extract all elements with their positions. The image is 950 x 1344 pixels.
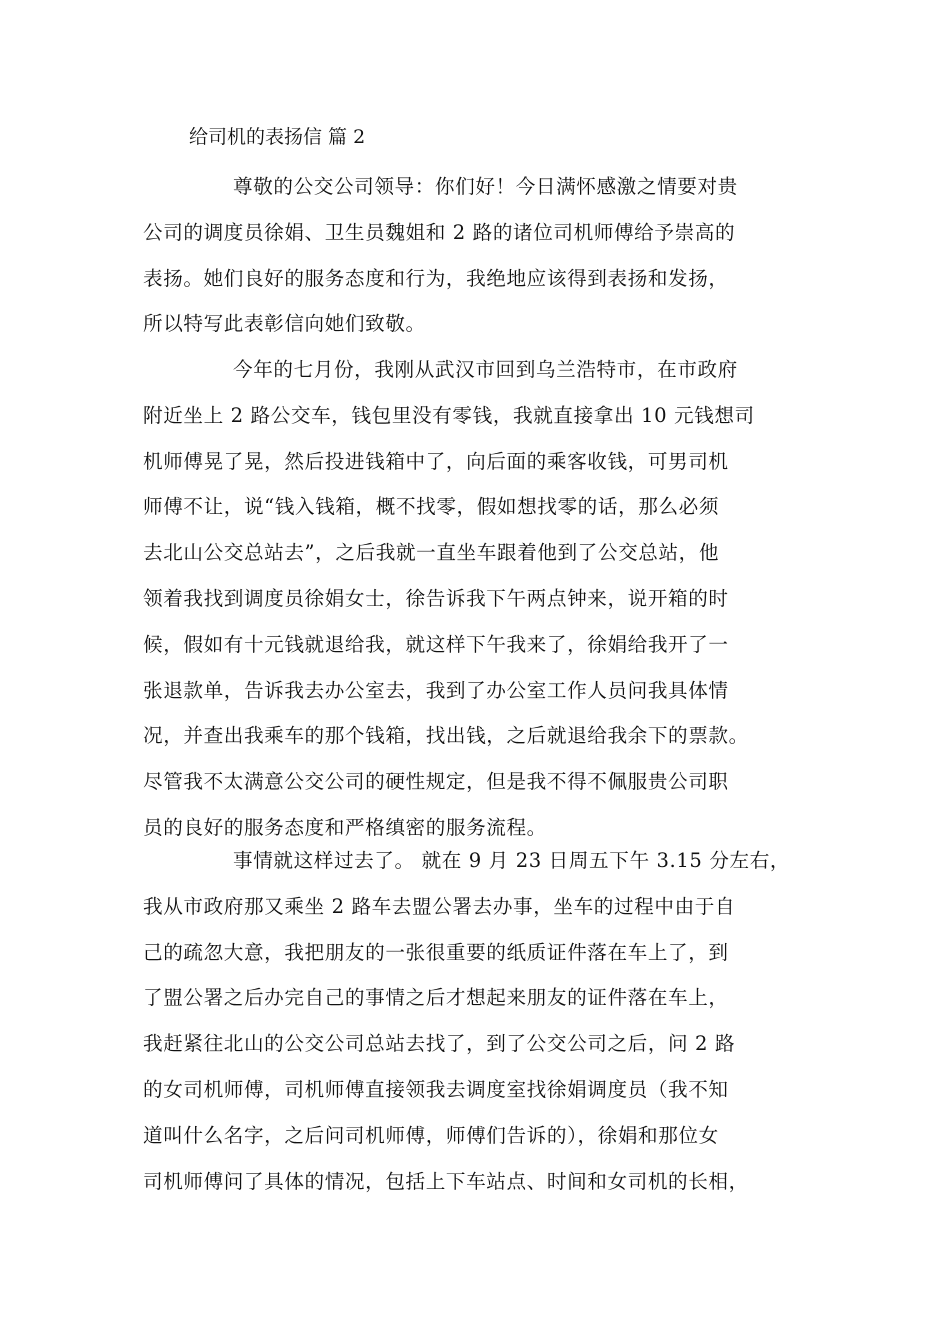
text-line: 况，并查出我乘车的那个钱箱，找出钱，之后就退给我余下的票款。: [143, 724, 749, 748]
text-line: 员的良好的服务态度和严格缜密的服务流程。: [143, 815, 547, 839]
text-line: 我赶紧往北山的公交公司总站去找了，到了公交公司之后，问 2 路: [143, 1032, 736, 1056]
text-line: 去北山公交总站去”，之后我就一直坐车跟着他到了公交总站，他: [143, 541, 720, 565]
text-line: 领着我找到调度员徐娟女士，徐告诉我下午两点钟来，说开箱的时: [143, 586, 729, 610]
text-line: 附近坐上 2 路公交车，钱包里没有零钱，我就直接拿出 10 元钱想司: [143, 403, 755, 427]
text-line: 表扬。她们良好的服务态度和行为，我绝地应该得到表扬和发扬，: [143, 266, 729, 290]
paragraph-july-story: [143, 347, 833, 851]
text-line: 张退款单，告诉我去办公室去，我到了办公室工作人员问我具体情: [143, 678, 729, 702]
text-line: 道叫什么名字，之后问司机师傅，师傅们告诉的），徐娟和那位女: [143, 1123, 719, 1147]
text-line: 司机师傅问了具体的情况，包括上下车站点、时间和女司机的长相，: [143, 1169, 749, 1193]
text-line: 事情就这样过去了。 就在 9 月 23 日周五下午 3.15 分左右，: [233, 849, 791, 872]
document-title: 给司机的表扬信 篇 2: [189, 126, 366, 148]
text-line: 机师傅晃了晃，然后投进钱箱中了，向后面的乘客收钱，可男司机: [143, 449, 729, 473]
text-line: 候，假如有十元钱就退给我，就这样下午我来了，徐娟给我开了一: [143, 632, 729, 656]
text-line: 了盟公署之后办完自己的事情之后才想起来朋友的证件落在车上，: [143, 986, 729, 1010]
text-line: 所以特写此表彰信向她们致敬。: [143, 312, 426, 336]
paragraph-greeting: [143, 164, 833, 347]
text-line: 今年的七月份，我刚从武汉市回到乌兰浩特市，在市政府: [233, 358, 738, 381]
text-line: 尽管我不太满意公交公司的硬性规定，但是我不得不佩服贵公司职: [143, 770, 729, 794]
text-line: 的女司机师傅，司机师傅直接领我去调度室找徐娟调度员（我不知: [143, 1077, 729, 1101]
paragraph-september-story: [143, 838, 833, 1204]
text-line: 公司的调度员徐娟、卫生员魏姐和 2 路的诸位司机师傅给予崇高的: [143, 220, 736, 244]
text-line: 我从市政府那又乘坐 2 路车去盟公署去办事，坐车的过程中由于自: [143, 894, 736, 918]
text-line: 己的疏忽大意，我把朋友的一张很重要的纸质证件落在车上了，到: [143, 940, 729, 964]
text-line: 师傅不让，说“钱入钱箱，概不找零，假如想找零的话，那么必须: [143, 495, 720, 519]
text-line: 尊敬的公交公司领导：你们好！今日满怀感激之情要对贵: [233, 175, 738, 198]
